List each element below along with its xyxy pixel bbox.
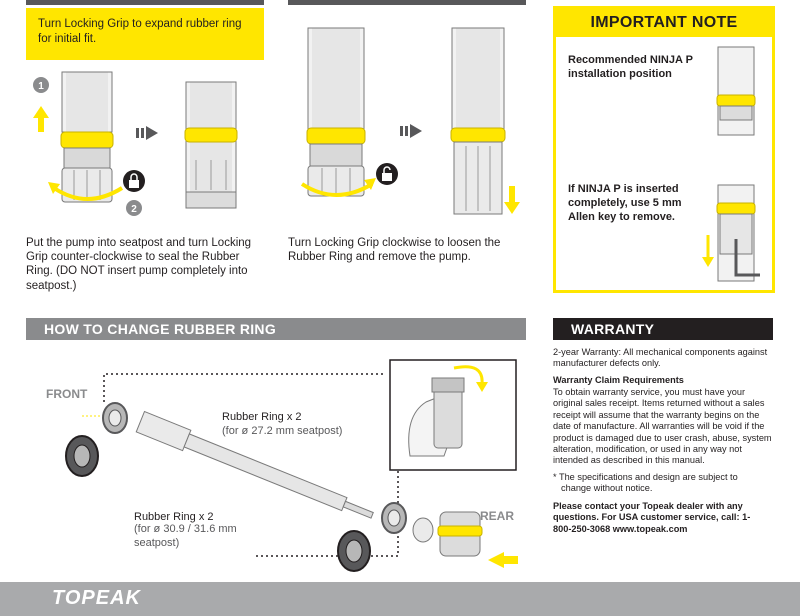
warranty-contact: Please contact your Topeak dealer with any questions. For USA customer service, call: 1-800-250-3068 www.topeak.com: [553, 501, 751, 534]
step-2-number: 2: [131, 204, 137, 215]
small-ring-size: (for ø 27.2 mm seatpost): [222, 425, 343, 437]
down-arrow-icon: [504, 186, 520, 214]
removal-text: If NINJA P is inserted completely, use 5 mm Allen key to remove.: [568, 183, 682, 223]
footer-bar: [0, 582, 800, 616]
step2-illustration: [288, 26, 533, 226]
top-divider-left: [26, 0, 264, 5]
installation-position-text: Recommended NINJA P installation position: [568, 54, 693, 80]
topeak-logo: TOPEAK: [52, 587, 141, 609]
rubber-ring-yellow: [61, 132, 113, 148]
rubber-ring-section-title: HOW TO CHANGE RUBBER RING: [26, 318, 526, 340]
warranty-claim-body: To obtain warranty service, you must have your original sales receipt. Items returned without a sales receipt will assume that the warranty begins on the date of manufacture. All warranties will be void if the product is damaged due to user crash, abuse, system alteration, modification, or used in any way not intended as described in this manual.: [553, 387, 772, 466]
step1-instruction: Put the pump into seatpost and turn Locking Grip counter-clockwise to seal the Rubber Ring. (DO NOT insert pump completely into seatpost.): [26, 237, 252, 292]
next-step-arrow-icon: [400, 124, 422, 138]
warranty-disclaimer: * The specifications and design are subject to change without notice.: [553, 472, 738, 494]
next-step-arrow-icon: [136, 126, 158, 140]
important-note-title: IMPORTANT NOTE: [556, 9, 772, 37]
initial-fit-text: Turn Locking Grip to expand rubber ring for initial fit.: [38, 18, 242, 45]
warranty-summary: 2-year Warranty: All mechanical components against manufacturer defects only.: [553, 347, 768, 369]
warranty-section-title: WARRANTY: [553, 318, 773, 340]
step-1-number: 1: [38, 81, 44, 92]
large-ring-size: (for ø 30.9 / 31.6 mm seatpost): [134, 523, 237, 550]
front-label: FRONT: [46, 387, 88, 401]
rubber-ring-illustration: [26, 346, 526, 582]
important-note-box: [553, 6, 775, 293]
rear-label: REAR: [480, 509, 515, 523]
step2-instruction: Turn Locking Grip clockwise to loosen the Rubber Ring and remove the pump.: [288, 237, 501, 264]
large-ring-label: Rubber Ring x 2: [134, 511, 214, 523]
warranty-claim-heading: Warranty Claim Requirements: [553, 375, 684, 385]
top-divider-middle: [288, 0, 526, 5]
note-illustration: [702, 39, 772, 289]
up-arrow-icon: [33, 106, 49, 132]
rear-arrow-icon: [488, 552, 518, 568]
step1-illustration: [26, 70, 276, 230]
initial-fit-callout: [26, 8, 264, 60]
small-ring-label: Rubber Ring x 2: [222, 411, 302, 423]
